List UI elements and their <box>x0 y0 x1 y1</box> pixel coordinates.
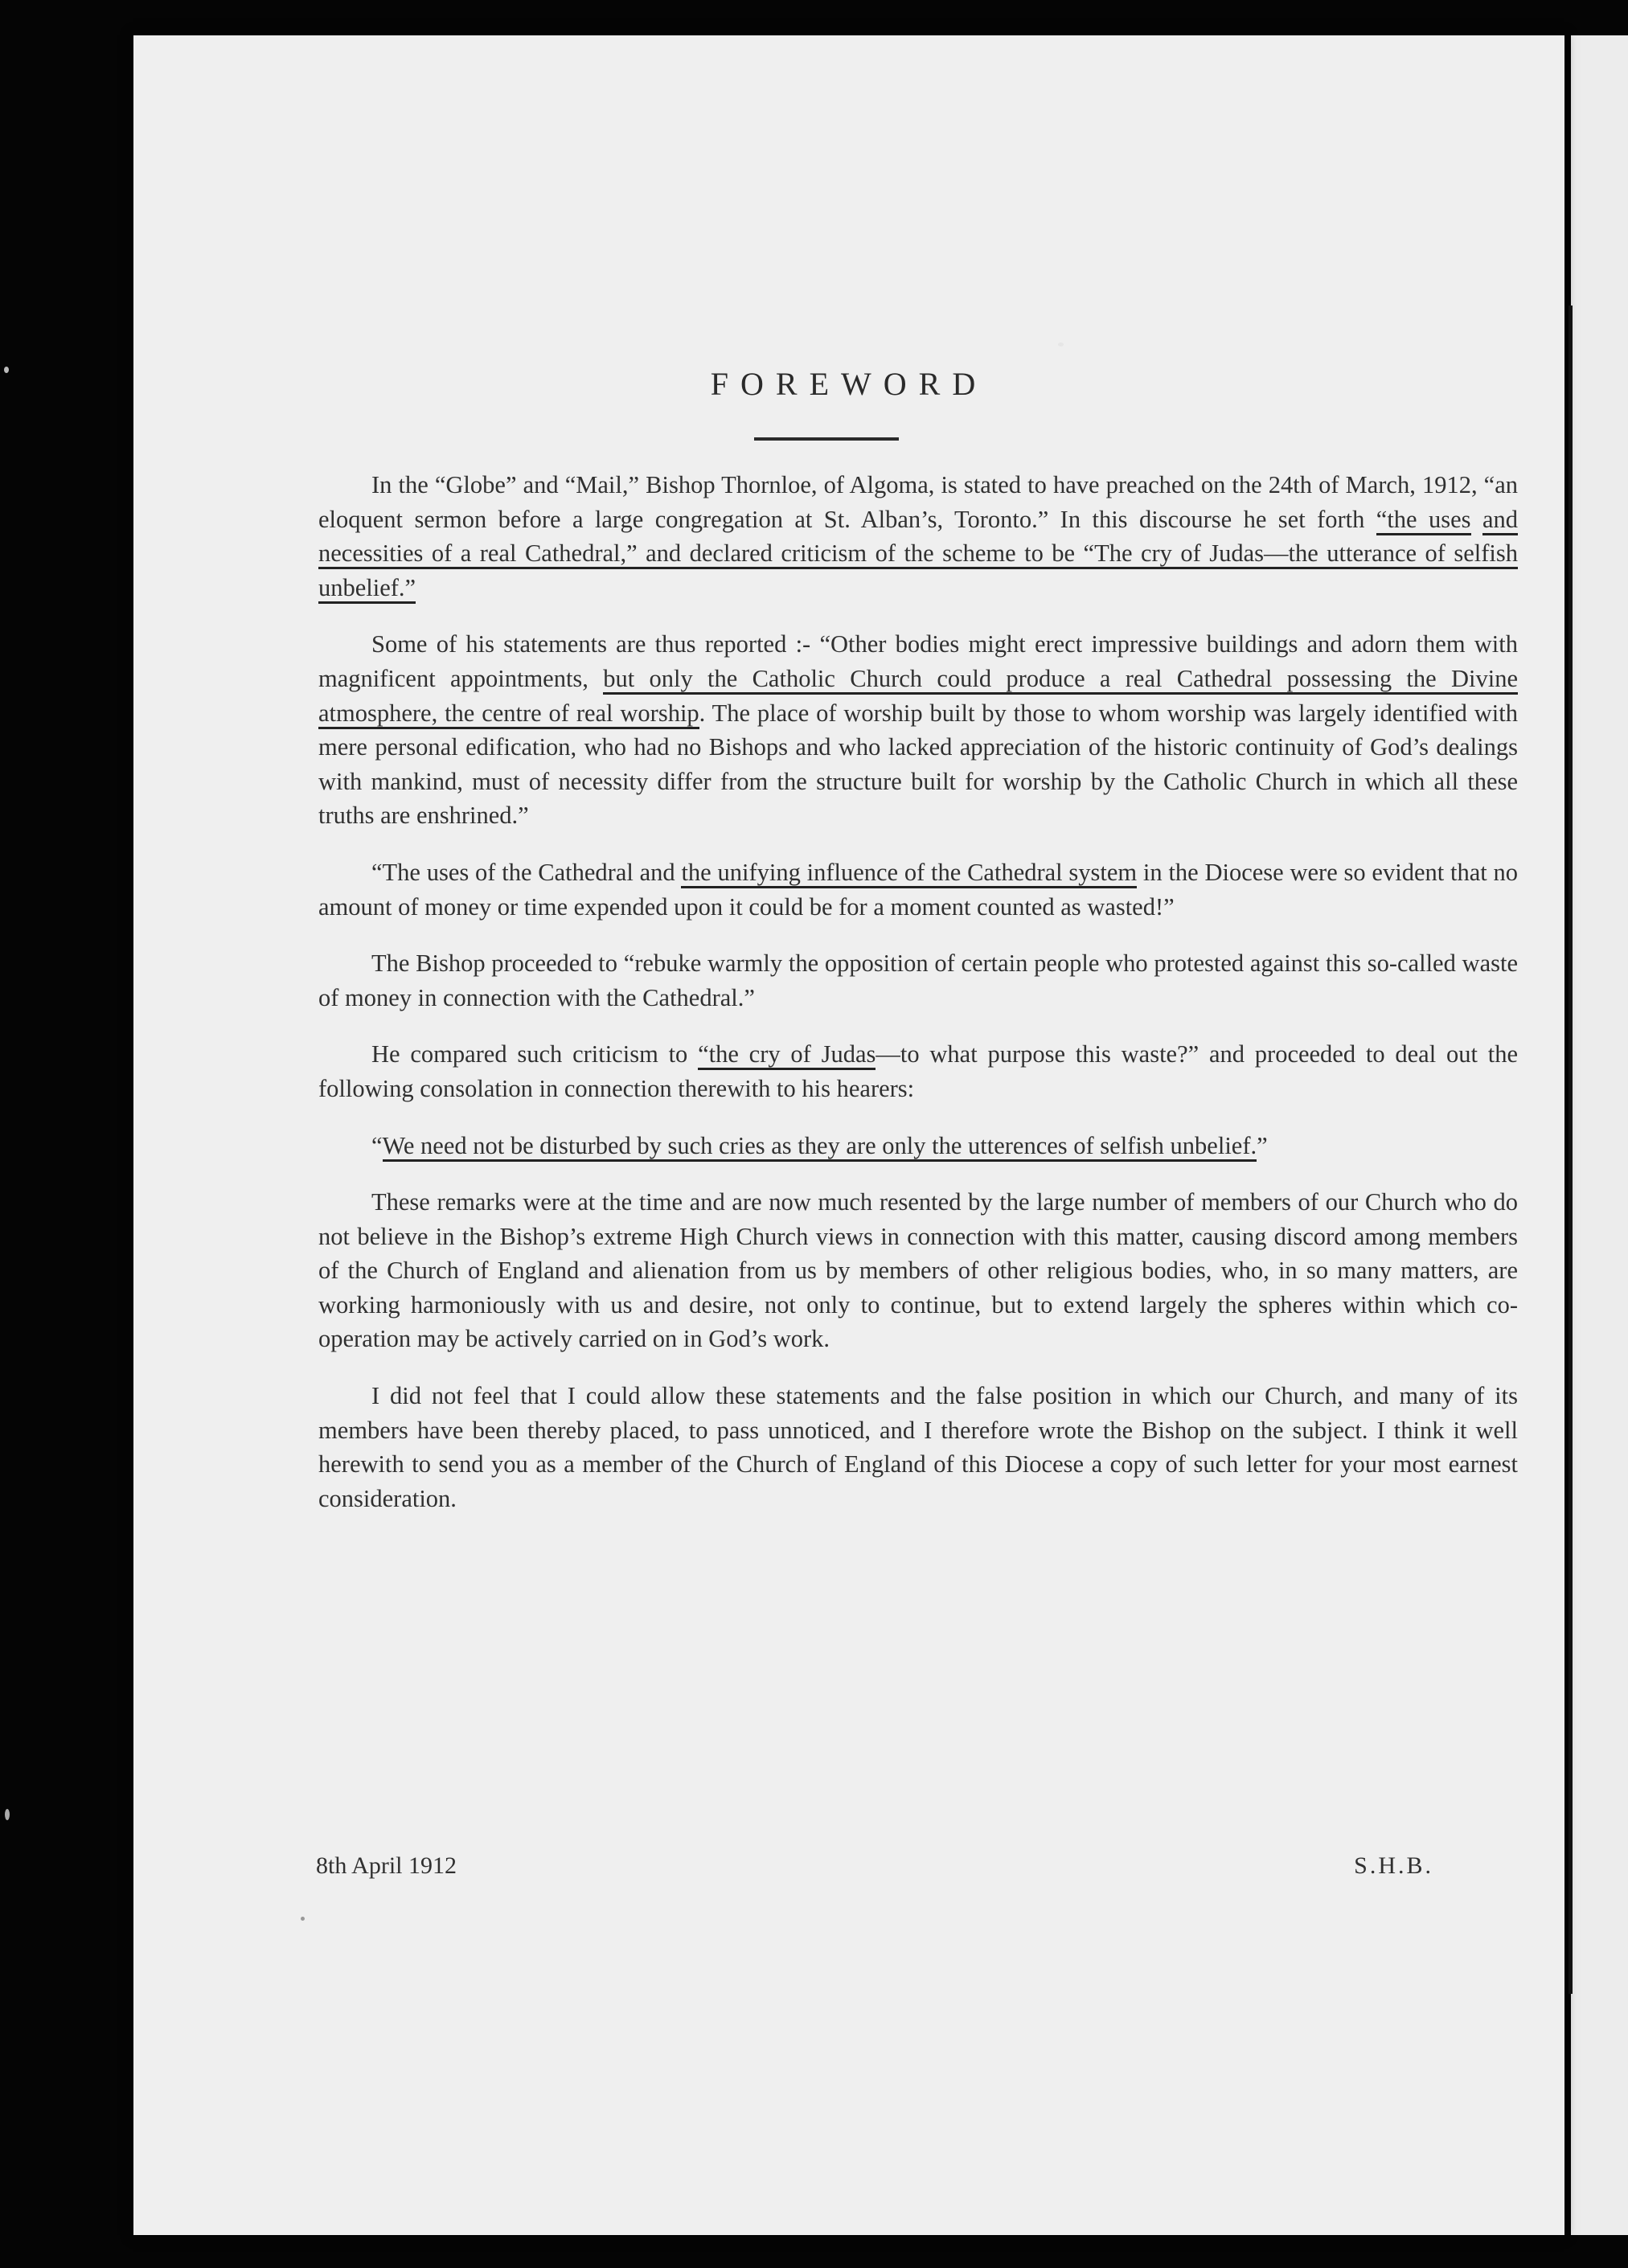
ink-speck <box>1058 342 1064 347</box>
paragraph-6 <box>318 1129 1518 1163</box>
page-title: FOREWORD <box>710 366 988 402</box>
paragraph-2-underlined-quote: but only the Catholic Church could produce a real Cathedral possessing the Divine atmosphere, the centre of real worship <box>318 665 1518 729</box>
paragraph-3-underlined-quote: the unifying influence of the Cathedral system <box>681 859 1137 888</box>
paragraph-5-underlined-quote: “the cry of Judas <box>698 1040 876 1070</box>
page-gutter-shadow <box>1569 306 1573 1994</box>
paragraph-5-text-b: —to what purpose this waste?” and proceeded to deal out the following consolation in connection therewith to his hearers: <box>318 1040 1518 1102</box>
document-page <box>133 35 1564 2235</box>
paragraph-1-underlined-quote-2: and necessities of a real Cathedral,” and declared criticism of the scheme to be “The cry of Judas—the utterance of selfish unbelief.” <box>318 506 1518 604</box>
paragraph-2-text-a: Some of his statements are thus reported :- “Other bodies might erect impressive buildings and adorn them with magnificent appointments, <box>318 630 1518 692</box>
paragraph-7-text: These remarks were at the time and are now much resented by the large number of members of our Church who do not believe in the Bishop’s extreme High Church views in connection with this matter, causing discord among members of the Church of England and alienation from us by members of other religious bodies, who, in so many matters, are working harmoniously with us and desire, not only to continue, but to extend largely the spheres within which co-operation may be actively carried on in God’s work. <box>318 1188 1518 1353</box>
paragraph-1-underlined-quote-1: “the uses <box>1376 506 1471 535</box>
paragraph-8-text: I did not feel that I could allow these statements and the false position in which our Church, and many of its members have been thereby placed, to pass unnoticed, and I therefore wrote the Bishop on the subject. I think it well herewith to send you as a member of the Church of England of this Diocese a copy of such letter for your most earnest consideration. <box>318 1382 1518 1512</box>
paragraph-3 <box>318 855 1518 924</box>
paragraph-4-text: The Bishop proceeded to “rebuke warmly the opposition of certain people who protested against this so-called waste of money in connection with the Cathedral.” <box>318 949 1518 1011</box>
paragraph-6-open-quote: “ <box>371 1131 383 1159</box>
paragraph-6-close-quote: ” <box>1257 1131 1268 1159</box>
paragraph-1-text-a: In the “Globe” and “Mail,” Bishop Thornloe, of Algoma, is stated to have preached on the 24th of March, 1912, “an eloquent sermon before a large congregation at St. Alban’s, Toronto.” In this discourse he set forth <box>318 471 1518 533</box>
letter-date: 8th April 1912 <box>316 1852 457 1879</box>
paragraph-1-text-b <box>1471 506 1482 533</box>
paragraph-4 <box>318 946 1518 1015</box>
paragraph-5-text-a: He compared such criticism to <box>371 1040 699 1068</box>
paragraph-3-text-a: “The uses of the Cathedral and <box>371 858 682 886</box>
ink-speck <box>301 1917 305 1921</box>
paragraph-8 <box>318 1379 1518 1515</box>
paragraph-2 <box>318 627 1518 833</box>
closing-line <box>316 1852 1433 1893</box>
paragraph-3-text-b: in the Diocese were so evident that no amount of money or time expended upon it could be for a moment counted as wasted!” <box>318 858 1518 921</box>
adjacent-page-edge <box>1571 35 1628 2235</box>
scan-speck <box>4 367 9 373</box>
scan-speck <box>5 1809 10 1820</box>
paragraph-5 <box>318 1037 1518 1105</box>
title-underline <box>754 437 899 441</box>
paragraph-6-underlined-quote: We need not be disturbed by such cries as they are only the utterences of selfish unbelief. <box>383 1132 1257 1162</box>
paragraph-2-text-b: . The place of worship built by those to whom worship was largely identified with mere personal edification, who had no Bishops and who lacked appreciation of the historic continuity of God’s dealings with mankind, must of necessity differ from the structure built for worship by the Catholic Church in which all these truths are enshrined.” <box>318 699 1518 830</box>
author-initials: S.H.B. <box>1354 1852 1433 1879</box>
paragraph-7 <box>318 1185 1518 1356</box>
foreword-body <box>318 468 1518 1538</box>
paragraph-1 <box>318 468 1518 605</box>
